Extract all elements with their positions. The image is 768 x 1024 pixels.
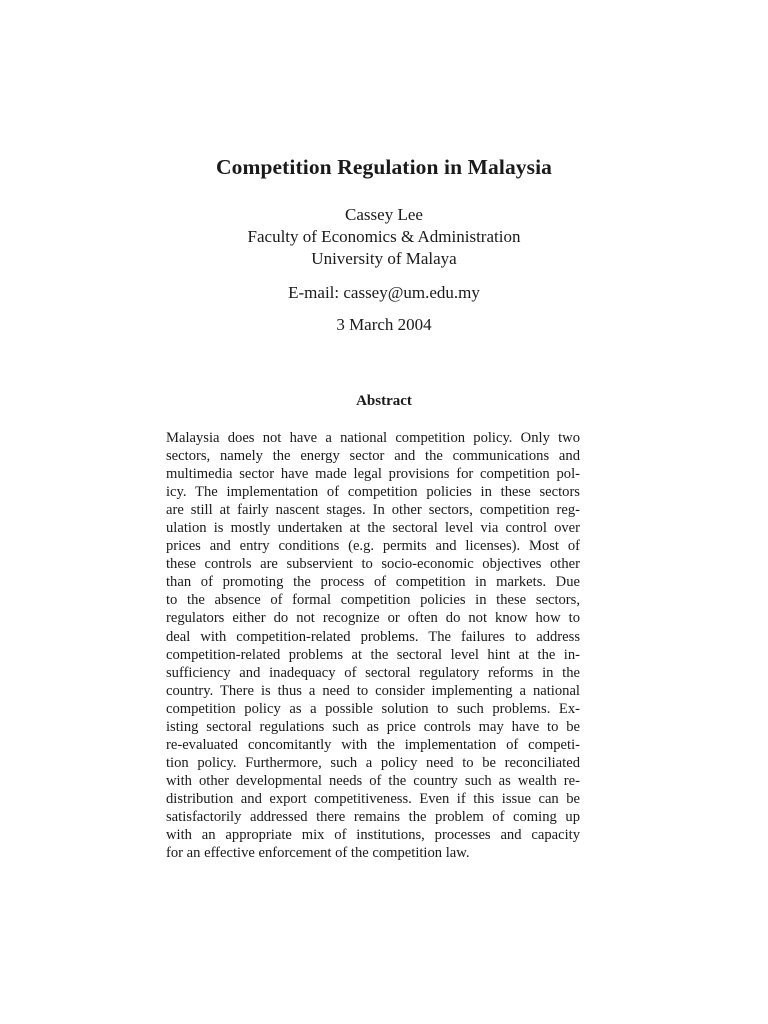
abstract-line: satisfactorily addressed there remains the problem of coming up: [166, 808, 580, 825]
author-institution: University of Malaya: [311, 249, 457, 268]
abstract-line: isting sectoral regulations such as price controls may have to be: [166, 718, 580, 735]
abstract-line: icy. The implementation of competition policies in these sectors: [166, 484, 580, 501]
abstract-line: competition policy as a possible solution to such problems. Ex-: [166, 700, 580, 717]
abstract-line: re-evaluated concomitantly with the implementation of competi-: [166, 736, 580, 753]
abstract-line: prices and entry conditions (e.g. permits and licenses). Most of: [166, 538, 580, 555]
abstract-line: country. There is thus a need to consider implementing a national: [166, 682, 580, 699]
abstract-line: to the absence of formal competition policies in these sectors,: [166, 592, 580, 609]
author-name: Cassey Lee: [345, 205, 423, 224]
paper-title: Competition Regulation in Malaysia: [215, 155, 553, 179]
abstract-line: sectors, namely the energy sector and the communications and: [166, 448, 580, 465]
abstract-line: than of promoting the process of competition in markets. Due: [166, 574, 580, 591]
abstract-line: regulators either do not recognize or often do not know how to: [166, 610, 580, 627]
abstract-line: for an effective enforcement of the competition law.: [166, 845, 470, 862]
abstract-text: [166, 429, 580, 862]
abstract-line: sufficiency and inadequacy of sectoral regulatory reforms in the: [166, 664, 580, 681]
author-block: [0, 204, 768, 270]
abstract-line: deal with competition-related problems. The failures to address: [166, 628, 580, 645]
abstract-line: are still at fairly nascent stages. In other sectors, competition reg-: [166, 502, 580, 519]
abstract-line: tion policy. Furthermore, such a policy need to be reconciliated: [166, 754, 580, 771]
abstract-line: these controls are subservient to socio-economic objectives other: [166, 556, 580, 573]
author-email: E-mail: cassey@um.edu.my: [288, 283, 480, 302]
abstract-line: Malaysia does not have a national competition policy. Only two: [166, 430, 580, 446]
abstract-line: ulation is mostly undertaken at the sectoral level via control over: [166, 520, 580, 537]
abstract-line: distribution and export competitiveness. Even if this issue can be: [166, 790, 580, 807]
abstract-line: competition-related problems at the sectoral level hint at the in-: [166, 646, 580, 663]
abstract-line: with an appropriate mix of institutions, processes and capacity: [166, 827, 580, 844]
author-department: Faculty of Economics & Administration: [247, 227, 521, 246]
paper-date: 3 March 2004: [336, 315, 432, 334]
abstract-line: with other developmental needs of the country such as wealth re-: [166, 772, 580, 789]
abstract-heading: Abstract: [356, 393, 412, 409]
abstract-line: multimedia sector have made legal provisions for competition pol-: [166, 466, 580, 483]
